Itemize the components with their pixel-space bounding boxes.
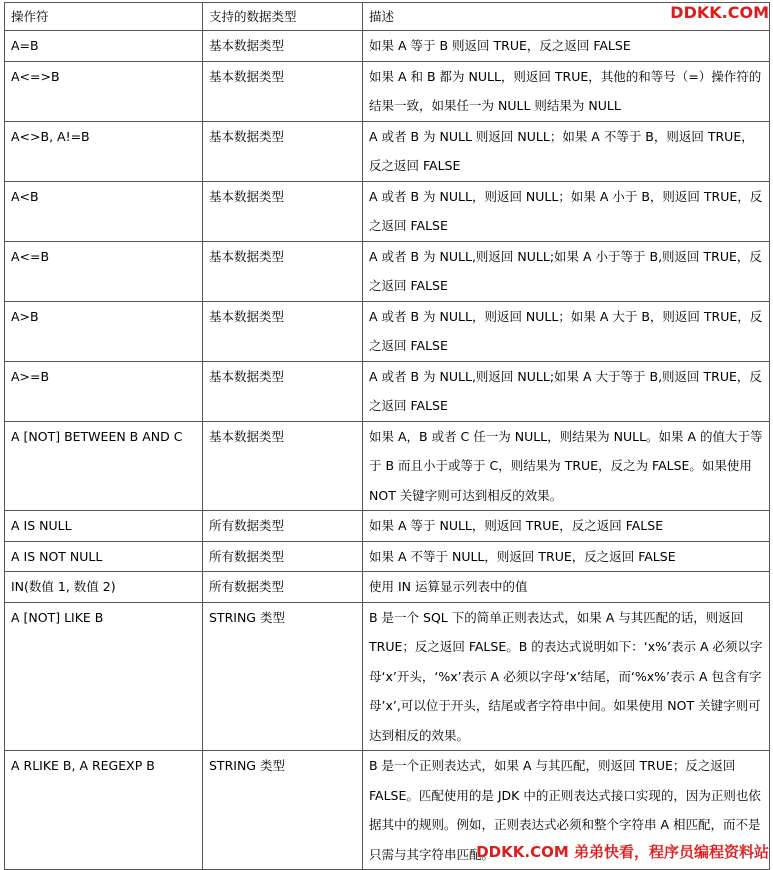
operator-cell: A<>B, A!=B xyxy=(5,121,203,181)
data-type-cell: 基本数据类型 xyxy=(203,61,363,121)
operator-cell: A [NOT] LIKE B xyxy=(5,602,203,751)
table-row xyxy=(5,61,770,121)
data-type-cell: STRING 类型 xyxy=(203,602,363,751)
data-type-cell: 基本数据类型 xyxy=(203,241,363,301)
operator-cell: A IS NULL xyxy=(5,511,203,542)
data-type-cell: 基本数据类型 xyxy=(203,301,363,361)
description-cell: 如果 A 等于 NULL，则返回 TRUE，反之返回 FALSE xyxy=(363,511,770,542)
table-row xyxy=(5,301,770,361)
header-operator: 操作符 xyxy=(5,3,203,31)
data-type-cell: 基本数据类型 xyxy=(203,31,363,62)
data-type-cell: 所有数据类型 xyxy=(203,541,363,572)
table-row xyxy=(5,511,770,542)
operator-cell: A [NOT] BETWEEN B AND C xyxy=(5,421,203,511)
data-type-cell: STRING 类型 xyxy=(203,751,363,870)
description-cell: A 或者 B 为 NULL 则返回 NULL；如果 A 不等于 B，则返回 TRUE，反之返回 FALSE xyxy=(363,121,770,181)
description-cell: 如果 A，B 或者 C 任一为 NULL，则结果为 NULL。如果 A 的值大于等于 B 而且小于或等于 C，则结果为 TRUE，反之为 FALSE。如果使用 NOT 关键字则可达到相反的效果。 xyxy=(363,421,770,511)
table-row xyxy=(5,572,770,603)
description-cell: 如果 A 和 B 都为 NULL，则返回 TRUE，其他的和等号（=）操作符的结果一致，如果任一为 NULL 则结果为 NULL xyxy=(363,61,770,121)
description-cell: 如果 A 不等于 NULL，则返回 TRUE，反之返回 FALSE xyxy=(363,541,770,572)
table-row xyxy=(5,421,770,511)
description-cell: A 或者 B 为 NULL,则返回 NULL;如果 A 大于等于 B,则返回 TRUE，反之返回 FALSE xyxy=(363,361,770,421)
data-type-cell: 基本数据类型 xyxy=(203,361,363,421)
table-row xyxy=(5,181,770,241)
operator-cell: IN(数值 1, 数值 2) xyxy=(5,572,203,603)
description-cell: 使用 IN 运算显示列表中的值 xyxy=(363,572,770,603)
header-description: 描述 xyxy=(363,3,770,31)
table-row xyxy=(5,121,770,181)
description-cell: B 是一个正则表达式，如果 A 与其匹配，则返回 TRUE；反之返回 FALSE。匹配使用的是 JDK 中的正则表达式接口实现的，因为正则也依据其中的规则。例如，正则表达式必须和整个字符串 A 相匹配，而不是只需与其字符串匹配。 xyxy=(363,751,770,870)
table-row xyxy=(5,241,770,301)
description-cell: A 或者 B 为 NULL，则返回 NULL；如果 A 小于 B，则返回 TRUE，反之返回 FALSE xyxy=(363,181,770,241)
data-type-cell: 基本数据类型 xyxy=(203,181,363,241)
operator-cell: A RLIKE B, A REGEXP B xyxy=(5,751,203,870)
table-row xyxy=(5,361,770,421)
operator-cell: A<B xyxy=(5,181,203,241)
watermark-bottom: DDKK.COM 弟弟快看，程序员编程资料站 xyxy=(476,843,769,861)
description-cell: A 或者 B 为 NULL,则返回 NULL;如果 A 小于等于 B,则返回 TRUE，反之返回 FALSE xyxy=(363,241,770,301)
operator-cell: A>=B xyxy=(5,361,203,421)
watermark-top: DDKK.COM xyxy=(670,3,769,22)
operator-cell: A=B xyxy=(5,31,203,62)
data-type-cell: 基本数据类型 xyxy=(203,121,363,181)
table-row xyxy=(5,541,770,572)
description-cell: 如果 A 等于 B 则返回 TRUE，反之返回 FALSE xyxy=(363,31,770,62)
operator-cell: A<=>B xyxy=(5,61,203,121)
operator-cell: A IS NOT NULL xyxy=(5,541,203,572)
header-data-type: 支持的数据类型 xyxy=(203,3,363,31)
table-row xyxy=(5,31,770,62)
data-type-cell: 所有数据类型 xyxy=(203,511,363,542)
description-cell: A 或者 B 为 NULL，则返回 NULL；如果 A 大于 B，则返回 TRUE，反之返回 FALSE xyxy=(363,301,770,361)
operator-cell: A<=B xyxy=(5,241,203,301)
table-row xyxy=(5,602,770,751)
table-header-row xyxy=(5,3,770,31)
data-type-cell: 所有数据类型 xyxy=(203,572,363,603)
operators-table xyxy=(4,2,770,870)
data-type-cell: 基本数据类型 xyxy=(203,421,363,511)
operator-cell: A>B xyxy=(5,301,203,361)
description-cell: B 是一个 SQL 下的简单正则表达式，如果 A 与其匹配的话，则返回 TRUE；反之返回 FALSE。B 的表达式说明如下：‘x%’表示 A 必须以字母‘x’开头，‘%x’表示 A 必须以字母’x’结尾，而‘%x%’表示 A 包含有字母’x’,可以位于开头，结尾或者字符串中间。如果使用 NOT 关键字则可达到相反的效果。 xyxy=(363,602,770,751)
